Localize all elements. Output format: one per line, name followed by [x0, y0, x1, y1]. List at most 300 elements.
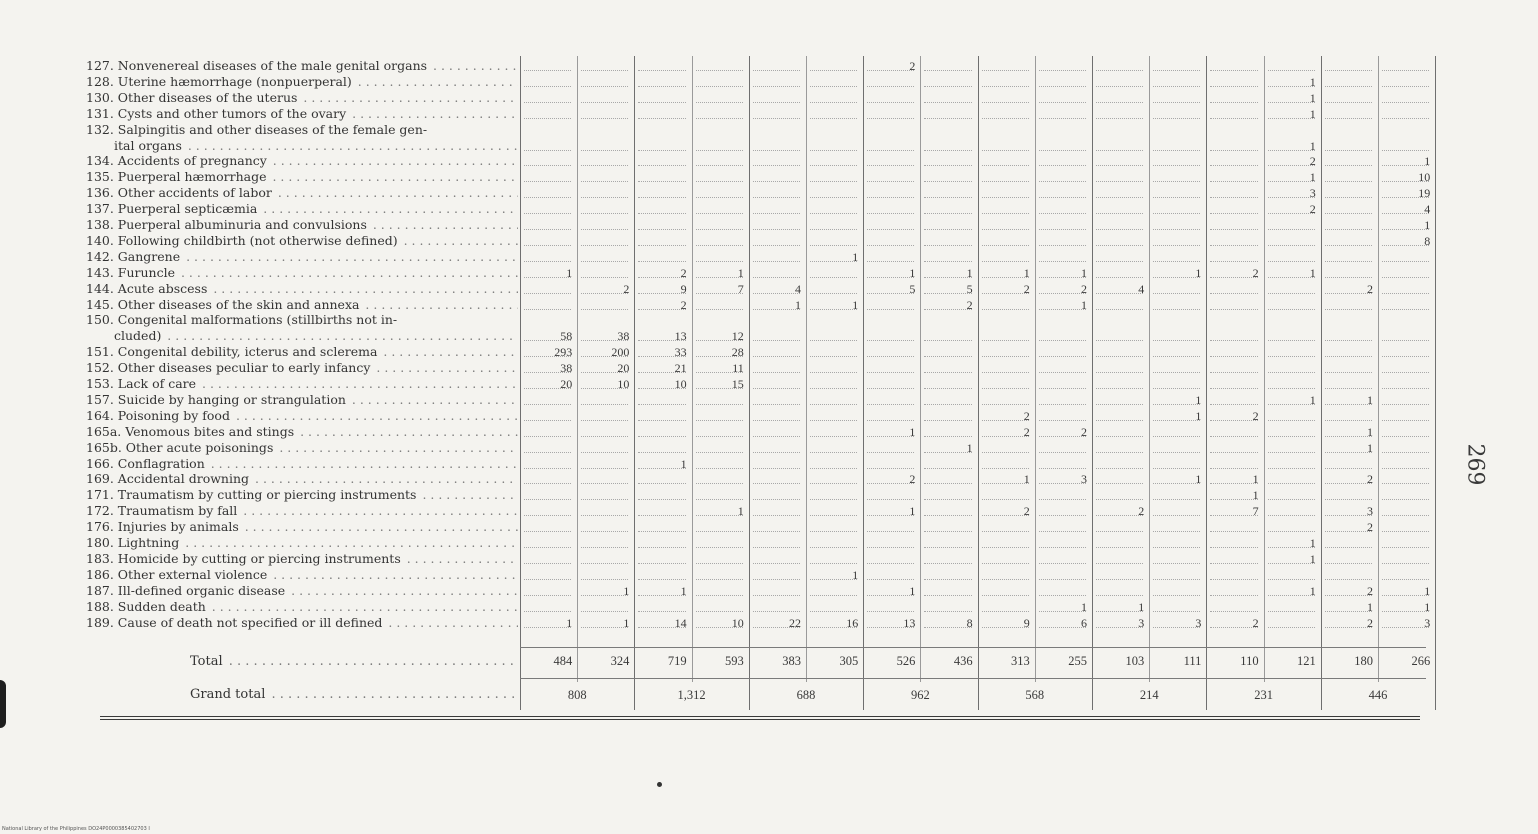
cell-leader: [1039, 70, 1086, 71]
cell-leader: [1039, 579, 1086, 580]
row-label-text: 138. Puerperal albuminuria and convulsions: [86, 217, 367, 232]
cell-leader: [524, 213, 571, 214]
cell-leader: [524, 102, 571, 103]
cell-leader: [524, 165, 571, 166]
cell-leader: [753, 150, 800, 151]
grand-total-row-label: Grand total . . .: [190, 687, 518, 703]
cell-leader: [810, 197, 857, 198]
cell-leader: [810, 595, 857, 596]
cell-leader: [753, 372, 800, 373]
cell-leader: [1382, 165, 1429, 166]
cell-leader: [1153, 372, 1200, 373]
cell-leader: [753, 627, 800, 628]
cell-leader: [581, 165, 628, 166]
table-cell: 2: [1252, 615, 1259, 630]
horizontal-rule: [100, 719, 1420, 720]
cell-leader: [696, 579, 743, 580]
cell-leader: [696, 515, 743, 516]
cell-leader: [1039, 436, 1086, 437]
cell-leader: [581, 468, 628, 469]
cell-leader: [638, 261, 685, 262]
cell-leader: [1382, 102, 1429, 103]
cell-leader: [1325, 356, 1372, 357]
cell-leader: [1210, 245, 1257, 246]
row-label-text: 145. Other diseases of the skin and annexa: [86, 296, 360, 312]
cell-leader: [1210, 388, 1257, 389]
cell-leader: [924, 261, 971, 262]
cell-leader: [867, 277, 914, 278]
cell-leader: [696, 388, 743, 389]
cell-leader: [1210, 277, 1257, 278]
cell-leader: [753, 213, 800, 214]
cell-leader: [638, 611, 685, 612]
table-cell: 16: [846, 615, 859, 630]
table-cell: 10: [617, 377, 630, 391]
cell-leader: [1039, 563, 1086, 564]
total-cell: 103: [1125, 654, 1145, 668]
cell-leader: [524, 611, 571, 612]
row-label: [86, 360, 518, 376]
cell-leader: [1039, 213, 1086, 214]
cell-leader: [638, 118, 685, 119]
cell-leader: [1210, 627, 1257, 628]
cell-leader: [1325, 213, 1372, 214]
cell-leader: [638, 483, 685, 484]
row-label-text: 131. Cysts and other tumors of the ovary: [86, 105, 347, 121]
cell-leader: [524, 70, 571, 71]
table-cell: 1: [1367, 440, 1373, 455]
cell-leader: [1039, 483, 1086, 484]
cell-leader: [1096, 515, 1143, 516]
table-cell: 7: [737, 281, 744, 296]
cell-leader: [867, 468, 914, 469]
cell-leader: [982, 468, 1029, 469]
cell-leader: [1325, 340, 1372, 341]
cell-leader: [1268, 388, 1315, 389]
table-cell: 10: [731, 615, 744, 630]
cell-leader: [867, 86, 914, 87]
row-label: [86, 567, 518, 583]
cell-leader: [924, 197, 971, 198]
table-cell: 1: [1309, 138, 1316, 153]
cell-leader: [638, 436, 685, 437]
cell-leader: [638, 102, 685, 103]
cell-leader: [581, 118, 628, 119]
cell-leader: [638, 372, 685, 373]
column-rule: [692, 56, 693, 682]
cell-leader: [867, 499, 914, 500]
cell-leader: [696, 356, 743, 357]
table-cell: 33: [674, 345, 687, 360]
cell-leader: [982, 340, 1029, 341]
cell-leader: [810, 293, 857, 294]
cell-leader: [581, 340, 628, 341]
table-cell: 1: [1023, 265, 1030, 280]
cell-leader: [1096, 499, 1143, 500]
cell-leader: [1210, 515, 1257, 516]
cell-leader: [581, 436, 628, 437]
grand-total-cell: 962: [911, 688, 930, 702]
cell-leader: [581, 102, 628, 103]
cell-leader: [1210, 261, 1257, 262]
cell-leader: [1382, 293, 1429, 294]
row-label: [86, 424, 518, 440]
cell-leader: [924, 595, 971, 596]
cell-leader: [982, 165, 1029, 166]
cell-leader: [638, 213, 685, 214]
cell-leader: [810, 404, 857, 405]
cell-leader: [524, 309, 571, 310]
cell-leader: [1382, 547, 1429, 548]
total-cell: 313: [1011, 654, 1030, 668]
cell-leader: [524, 579, 571, 580]
table-cell: 1: [795, 297, 801, 312]
cell-leader: [1096, 611, 1143, 612]
cell-leader: [1210, 213, 1257, 214]
table-cell: 1: [1367, 599, 1373, 614]
cell-leader: [1325, 150, 1372, 151]
cell-leader: [867, 515, 914, 516]
cell-leader: [696, 483, 743, 484]
row-label: [86, 169, 518, 185]
cell-leader: [524, 293, 571, 294]
cell-leader: [1039, 515, 1086, 516]
cell-leader: [810, 181, 857, 182]
cell-leader: [982, 531, 1029, 532]
cell-leader: [1096, 436, 1143, 437]
row-label: [86, 599, 518, 615]
cell-leader: [924, 483, 971, 484]
cell-leader: [1096, 420, 1143, 421]
column-rule: [577, 56, 578, 682]
table-cell: 15: [731, 377, 744, 391]
cell-leader: [982, 150, 1029, 151]
cell-leader: [1210, 118, 1257, 119]
cell-leader: [924, 436, 971, 437]
table-cell: 8: [1424, 233, 1431, 248]
row-label: [86, 344, 518, 360]
row-label: [86, 249, 518, 265]
cell-leader: [696, 420, 743, 421]
cell-leader: [1268, 356, 1315, 357]
cell-leader: [696, 86, 743, 87]
row-label-text: 157. Suicide by hanging or strangulation: [86, 391, 346, 407]
cell-leader: [1153, 436, 1200, 437]
cell-leader: [982, 372, 1029, 373]
row-label-text: 143. Furuncle: [86, 264, 176, 280]
table-cell: 1: [1309, 551, 1316, 566]
row-label-text: 128. Uterine hæmorrhage (nonpuerperal): [86, 73, 352, 89]
cell-leader: [810, 499, 857, 500]
cell-leader: [696, 468, 743, 469]
cell-leader: [581, 388, 628, 389]
row-label: [86, 471, 518, 487]
cell-leader: [524, 86, 571, 87]
table-cell: 2: [1138, 504, 1145, 519]
table-cell: 4: [1424, 202, 1431, 217]
row-label-text: 130. Other diseases of the uterus: [86, 89, 298, 105]
cell-leader: [810, 547, 857, 548]
cell-leader: [924, 468, 971, 469]
cell-leader: [1039, 404, 1086, 405]
cell-leader: [753, 579, 800, 580]
cell-leader: [1153, 420, 1200, 421]
cell-leader: [1096, 213, 1143, 214]
table-cell: 3: [1309, 186, 1316, 201]
table-cell: 1: [966, 440, 973, 455]
cell-leader: [1382, 579, 1429, 580]
cell-leader: [1039, 499, 1086, 500]
cell-leader: [1325, 483, 1372, 484]
row-label: [86, 217, 518, 233]
table-cell: 2: [680, 265, 687, 280]
table-cell: 1: [1309, 170, 1316, 185]
cell-leader: [753, 404, 800, 405]
table-cell: 2: [1081, 281, 1087, 296]
cell-leader: [1382, 611, 1429, 612]
cell-leader: [1153, 245, 1200, 246]
total-cell: 593: [725, 654, 744, 668]
row-label-text: 137. Puerperal septicæmia: [86, 201, 258, 217]
cell-leader: [924, 293, 971, 294]
cell-leader: [581, 277, 628, 278]
cell-leader: [638, 86, 685, 87]
column-rule: [1321, 56, 1322, 710]
cell-leader: [810, 150, 857, 151]
cell-leader: [867, 229, 914, 230]
cell-leader: [1268, 547, 1315, 548]
table-cell: 12: [731, 329, 744, 344]
cell-leader: [1382, 86, 1429, 87]
cell-leader: [524, 436, 571, 437]
cell-leader: [810, 468, 857, 469]
table-cell: 38: [560, 361, 573, 376]
cell-leader: [1325, 611, 1372, 612]
cell-leader: [1039, 452, 1086, 453]
column-rule: [920, 56, 921, 682]
cell-leader: [1039, 531, 1086, 532]
cell-leader: [753, 499, 800, 500]
cell-leader: [524, 229, 571, 230]
row-label-text: ital organs: [114, 137, 182, 153]
cell-leader: [1096, 277, 1143, 278]
cell-leader: [867, 102, 914, 103]
cell-leader: [753, 340, 800, 341]
cell-leader: [1325, 436, 1372, 437]
cell-leader: [1325, 372, 1372, 373]
cell-leader: [982, 499, 1029, 500]
cell-leader: [1325, 229, 1372, 230]
cell-leader: [982, 404, 1029, 405]
cell-leader: [1039, 627, 1086, 628]
cell-leader: [581, 213, 628, 214]
cell-leader: [1325, 515, 1372, 516]
cell-leader: [753, 277, 800, 278]
cell-leader: [1210, 468, 1257, 469]
table-cell: 21: [674, 361, 687, 376]
total-cell: 266: [1411, 654, 1431, 668]
cell-leader: [524, 563, 571, 564]
cell-leader: [1325, 293, 1372, 294]
cell-leader: [1268, 309, 1315, 310]
cell-leader: [1096, 356, 1143, 357]
column-rule: [1264, 56, 1265, 682]
row-label: [86, 408, 518, 424]
cell-leader: [1039, 372, 1086, 373]
cell-leader: [1039, 181, 1086, 182]
cell-leader: [867, 340, 914, 341]
cell-leader: [982, 627, 1029, 628]
cell-leader: [982, 229, 1029, 230]
cell-leader: [1268, 436, 1315, 437]
table-cell: 13: [903, 615, 916, 630]
cell-leader: [867, 213, 914, 214]
cell-leader: [1153, 452, 1200, 453]
row-label-text: 189. Cause of death not specified or ill defined: [86, 614, 383, 630]
row-label-text: 165b. Other acute poisonings: [86, 439, 274, 455]
row-label-text: 186. Other external violence: [86, 566, 268, 582]
cell-leader: [1325, 102, 1372, 103]
cell-leader: [982, 277, 1029, 278]
table-cell: 1: [909, 424, 916, 439]
cell-leader: [1210, 547, 1257, 548]
cell-leader: [924, 420, 971, 421]
cell-leader: [1325, 245, 1372, 246]
cell-leader: [924, 340, 971, 341]
cell-leader: [1382, 627, 1429, 628]
cell-leader: [696, 563, 743, 564]
table-cell: 4: [795, 281, 801, 296]
cell-leader: [1096, 372, 1143, 373]
row-label: [86, 583, 518, 599]
row-label-text: 152. Other diseases peculiar to early infancy: [86, 360, 371, 376]
cell-leader: [1268, 420, 1315, 421]
cell-leader: [524, 245, 571, 246]
table-cell: 1: [1252, 488, 1259, 503]
cell-leader: [982, 356, 1029, 357]
cell-leader: [1268, 245, 1315, 246]
cell-leader: [638, 293, 685, 294]
cell-leader: [581, 547, 628, 548]
cell-leader: [1096, 563, 1143, 564]
cell-leader: [982, 595, 1029, 596]
cell-leader: [638, 340, 685, 341]
cell-leader: [638, 595, 685, 596]
cell-leader: [810, 452, 857, 453]
total-cell: 255: [1068, 654, 1087, 668]
cell-leader: [696, 229, 743, 230]
cell-leader: [1268, 213, 1315, 214]
cell-leader: [753, 165, 800, 166]
cell-leader: [1210, 197, 1257, 198]
cell-leader: [1096, 86, 1143, 87]
cell-leader: [867, 372, 914, 373]
cell-leader: [1153, 340, 1200, 341]
cell-leader: [753, 70, 800, 71]
table-cell: 2: [1252, 265, 1259, 280]
cell-leader: [924, 579, 971, 580]
cell-leader: [867, 627, 914, 628]
cell-leader: [1382, 468, 1429, 469]
cell-leader: [1153, 150, 1200, 151]
cell-leader: [924, 388, 971, 389]
cell-leader: [638, 499, 685, 500]
cell-leader: [1325, 579, 1372, 580]
table-cell: 2: [1081, 424, 1087, 439]
table-cell: 1: [852, 567, 859, 582]
cell-leader: [638, 70, 685, 71]
cell-leader: [1153, 611, 1200, 612]
cell-leader: [1268, 293, 1315, 294]
cell-leader: [696, 213, 743, 214]
cell-leader: [1096, 245, 1143, 246]
cell-leader: [638, 388, 685, 389]
cell-leader: [867, 150, 914, 151]
cell-leader: [982, 452, 1029, 453]
table-cell: 13: [674, 329, 687, 344]
cell-leader: [867, 531, 914, 532]
table-cell: 1: [1138, 599, 1145, 614]
cell-leader: [524, 197, 571, 198]
table-cell: 1: [1424, 218, 1431, 232]
cell-leader: [810, 515, 857, 516]
cell-leader: [867, 404, 914, 405]
total-cell: 719: [667, 654, 687, 668]
cell-leader: [524, 595, 571, 596]
table-cell: 3: [1138, 615, 1145, 630]
cell-leader: [1096, 627, 1143, 628]
cell-leader: [1096, 150, 1143, 151]
cell-leader: [581, 531, 628, 532]
cell-leader: [753, 468, 800, 469]
cell-leader: [1210, 579, 1257, 580]
table-cell: 2: [1023, 424, 1030, 439]
table-cell: 1: [1309, 583, 1316, 598]
cell-leader: [1382, 229, 1429, 230]
cell-leader: [1382, 372, 1429, 373]
cell-leader: [696, 165, 743, 166]
table-cell: 1: [680, 583, 687, 598]
cell-leader: [1039, 86, 1086, 87]
cell-leader: [638, 356, 685, 357]
cell-leader: [1325, 595, 1372, 596]
cell-leader: [1382, 245, 1429, 246]
horizontal-rule: [100, 716, 1420, 717]
cell-leader: [810, 531, 857, 532]
cell-leader: [1382, 483, 1429, 484]
cell-leader: [1153, 165, 1200, 166]
cell-leader: [1325, 388, 1372, 389]
table-cell: 2: [1309, 202, 1316, 217]
cell-leader: [1268, 595, 1315, 596]
cell-leader: [753, 118, 800, 119]
table-cell: 10: [1418, 170, 1431, 185]
cell-leader: [1325, 277, 1372, 278]
cell-leader: [753, 531, 800, 532]
cell-leader: [1096, 229, 1143, 230]
table-cell: 1: [1309, 106, 1316, 121]
cell-leader: [1039, 102, 1086, 103]
cell-leader: [1096, 340, 1143, 341]
table-cell: 4: [1138, 281, 1145, 296]
grand-total-cell: 568: [1025, 688, 1045, 702]
cell-leader: [924, 181, 971, 182]
table-cell: 3: [1424, 615, 1431, 630]
table-cell: 1: [737, 265, 744, 280]
row-label: [86, 615, 518, 631]
cell-leader: [1382, 388, 1429, 389]
cell-leader: [924, 531, 971, 532]
